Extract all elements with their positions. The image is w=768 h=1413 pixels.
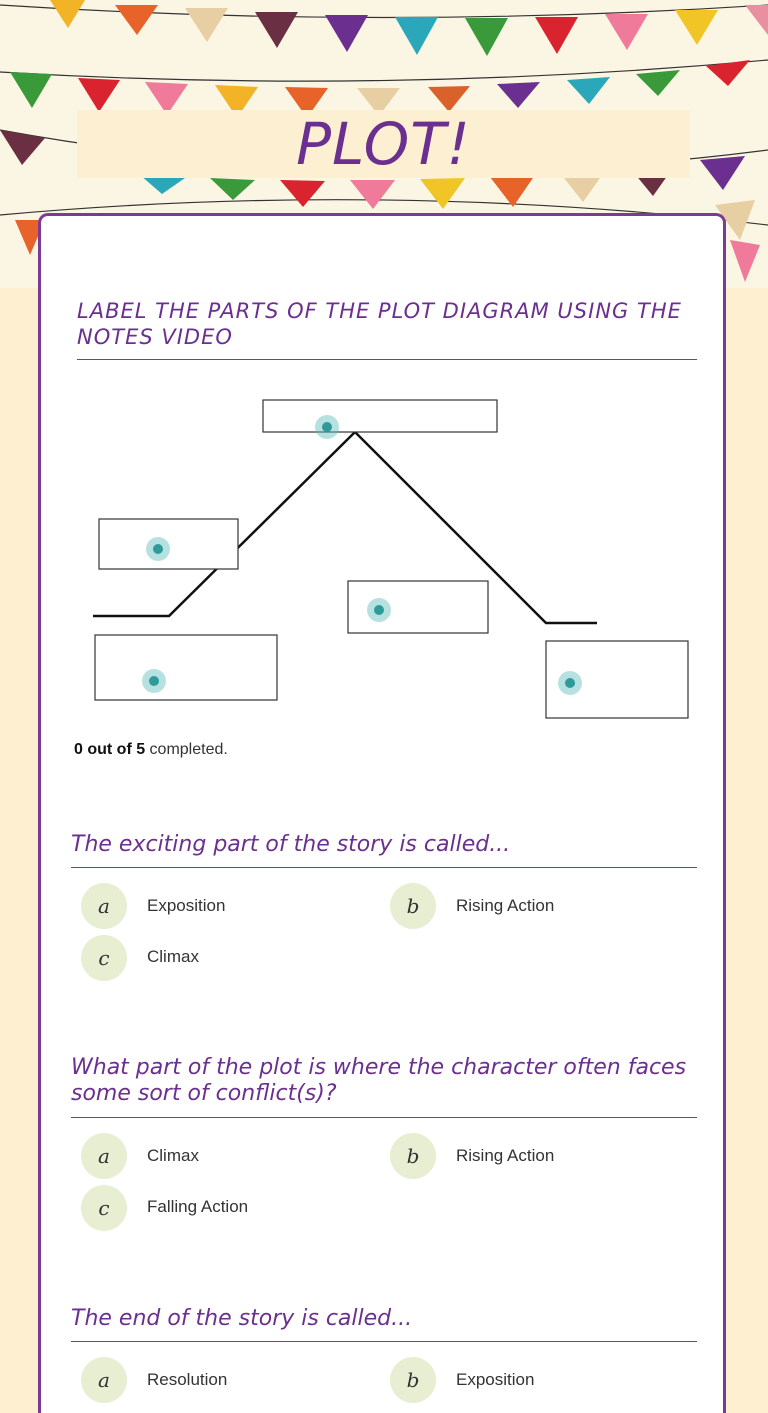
option-c-badge[interactable]: c: [81, 1185, 127, 1231]
option-c-text[interactable]: Climax: [147, 947, 199, 966]
option-b-text[interactable]: Exposition: [456, 1370, 535, 1389]
hotspot-exposition[interactable]: [142, 669, 166, 693]
option-b-badge[interactable]: b: [390, 883, 436, 929]
option-a-badge[interactable]: a: [81, 1133, 127, 1179]
option-a-badge[interactable]: a: [81, 1357, 127, 1403]
option-a-text[interactable]: Exposition: [147, 896, 226, 915]
question-divider: [71, 1341, 697, 1342]
worksheet-card: [38, 213, 726, 1413]
option-a-text[interactable]: Climax: [147, 1146, 199, 1165]
question-divider: [71, 867, 697, 868]
option-b-text[interactable]: Rising Action: [456, 1146, 555, 1165]
question-prompt: What part of the plot is where the character often faces some sort of conflict(s)?: [71, 1055, 687, 1106]
hotspot-rising-action[interactable]: [146, 537, 170, 561]
progress-count: 0 out of 5: [74, 741, 146, 758]
question-prompt: The end of the story is called...: [71, 1306, 413, 1331]
plot-diagram: [41, 216, 729, 736]
progress-suffix: completed.: [145, 741, 228, 758]
option-a-badge[interactable]: a: [81, 883, 127, 929]
option-a-text[interactable]: Resolution: [147, 1370, 228, 1389]
option-b-badge[interactable]: b: [390, 1133, 436, 1179]
progress-text: [74, 741, 228, 759]
section-heading: LABEL THE PARTS OF THE PLOT DIAGRAM USING THE NOTES VIDEO: [77, 299, 682, 349]
label-box-exposition[interactable]: [95, 635, 277, 700]
option-b-text[interactable]: Rising Action: [456, 896, 555, 915]
hotspot-falling-action[interactable]: [367, 598, 391, 622]
option-b-badge[interactable]: b: [390, 1357, 436, 1403]
question-prompt: The exciting part of the story is called...: [71, 832, 511, 857]
page-title: PLOT!: [296, 110, 471, 178]
title-box: [77, 110, 690, 178]
hotspot-resolution[interactable]: [558, 671, 582, 695]
hotspot-climax[interactable]: [315, 415, 339, 439]
question-divider: [71, 1117, 697, 1118]
label-box-climax[interactable]: [263, 400, 497, 432]
option-c-badge[interactable]: c: [81, 935, 127, 981]
option-c-text[interactable]: Falling Action: [147, 1197, 249, 1216]
